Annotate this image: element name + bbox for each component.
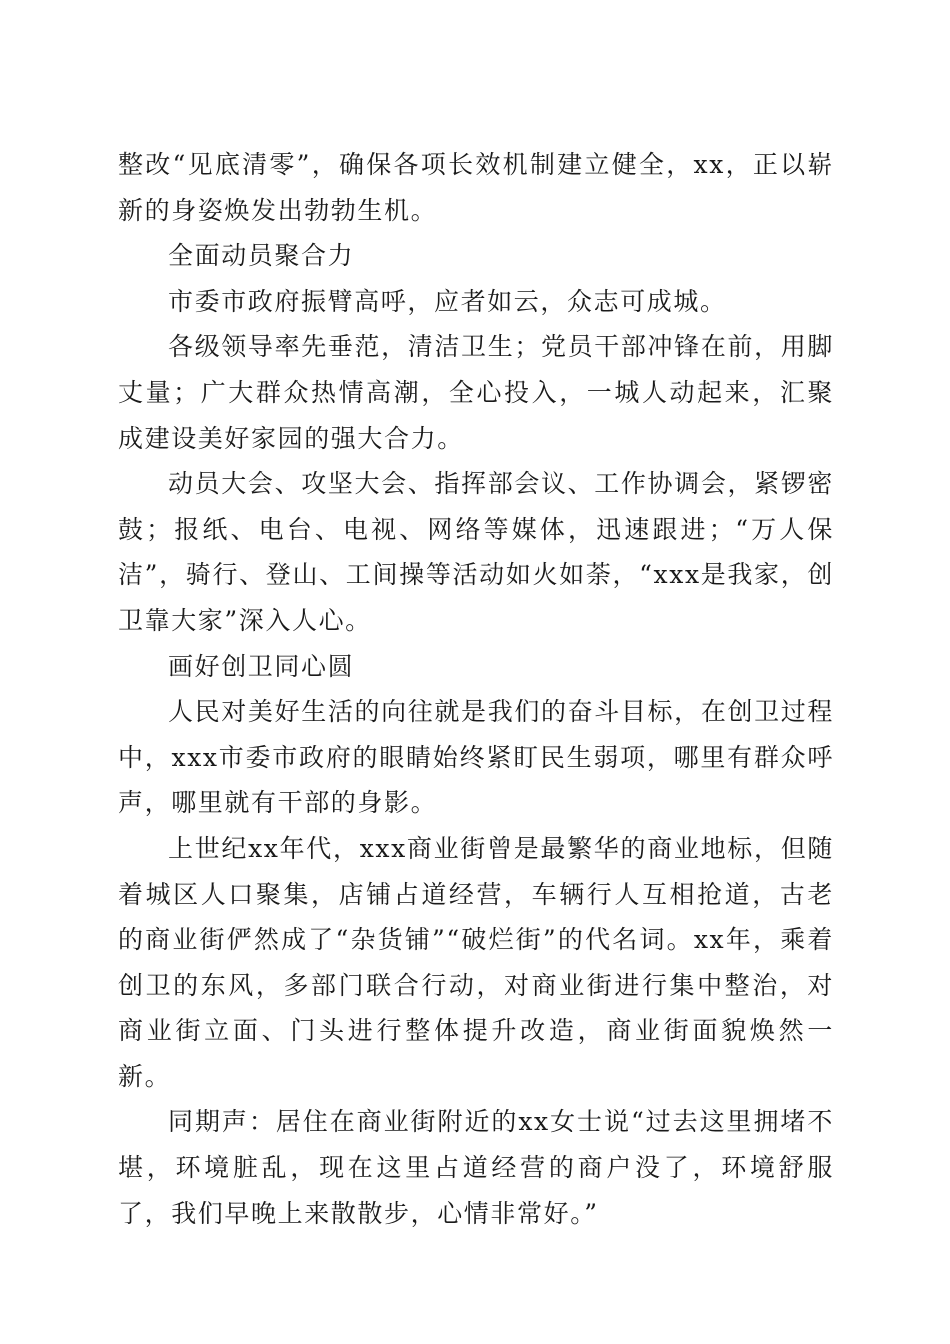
- section-heading-concentric-circle: 画好创卫同心圆: [168, 651, 355, 681]
- paragraph: 人民对美好生活的向往就是我们的奋斗目标，在创卫过程中，xxx市委市政府的眼睛始终紧盯民生弱项，哪里有群众呼声，哪里就有干部的身影。: [118, 697, 834, 818]
- paragraph: 各级领导率先垂范，清洁卫生；党员干部冲锋在前，用脚丈量；广大群众热情高潮，全心投入，一城人动起来，汇聚成建设美好家园的强大合力。: [118, 332, 834, 453]
- paragraph: 市委市政府振臂高呼，应者如云，众志可成城。: [168, 286, 727, 316]
- paragraph: 上世纪xx年代，xxx商业街曾是最繁华的商业地标，但随着城区人口聚集，店铺占道经营，车辆行人互相抢道，古老的商业街俨然成了“杂货铺”“破烂街”的代名词。xx年，乘着创卫的东风，多部门联合行动，对商业街进行集中整治，对商业街立面、门头进行整体提升改造，商业街面貌焕然一新。: [118, 833, 834, 1091]
- paragraph: 动员大会、攻坚大会、指挥部会议、工作协调会，紧锣密鼓；报纸、电台、电视、网络等媒体，迅速跟进；“万人保洁”，骑行、登山、工间操等活动如火如荼，“xxx是我家，创卫靠大家”深入人心。: [118, 469, 834, 635]
- paragraph-continued: 整改“见底清零”，确保各项长效机制建立健全，xx，正以崭新的身姿焕发出勃勃生机。: [118, 150, 834, 225]
- document-page: [118, 142, 834, 1236]
- section-heading-mobilization: 全面动员聚合力: [168, 241, 355, 271]
- paragraph-quote: 同期声：居住在商业街附近的xx女士说“过去这里拥堵不堪，环境脏乱，现在这里占道经营的商户没了，环境舒服了，我们早晚上来散散步，心情非常好。”: [118, 1107, 834, 1228]
